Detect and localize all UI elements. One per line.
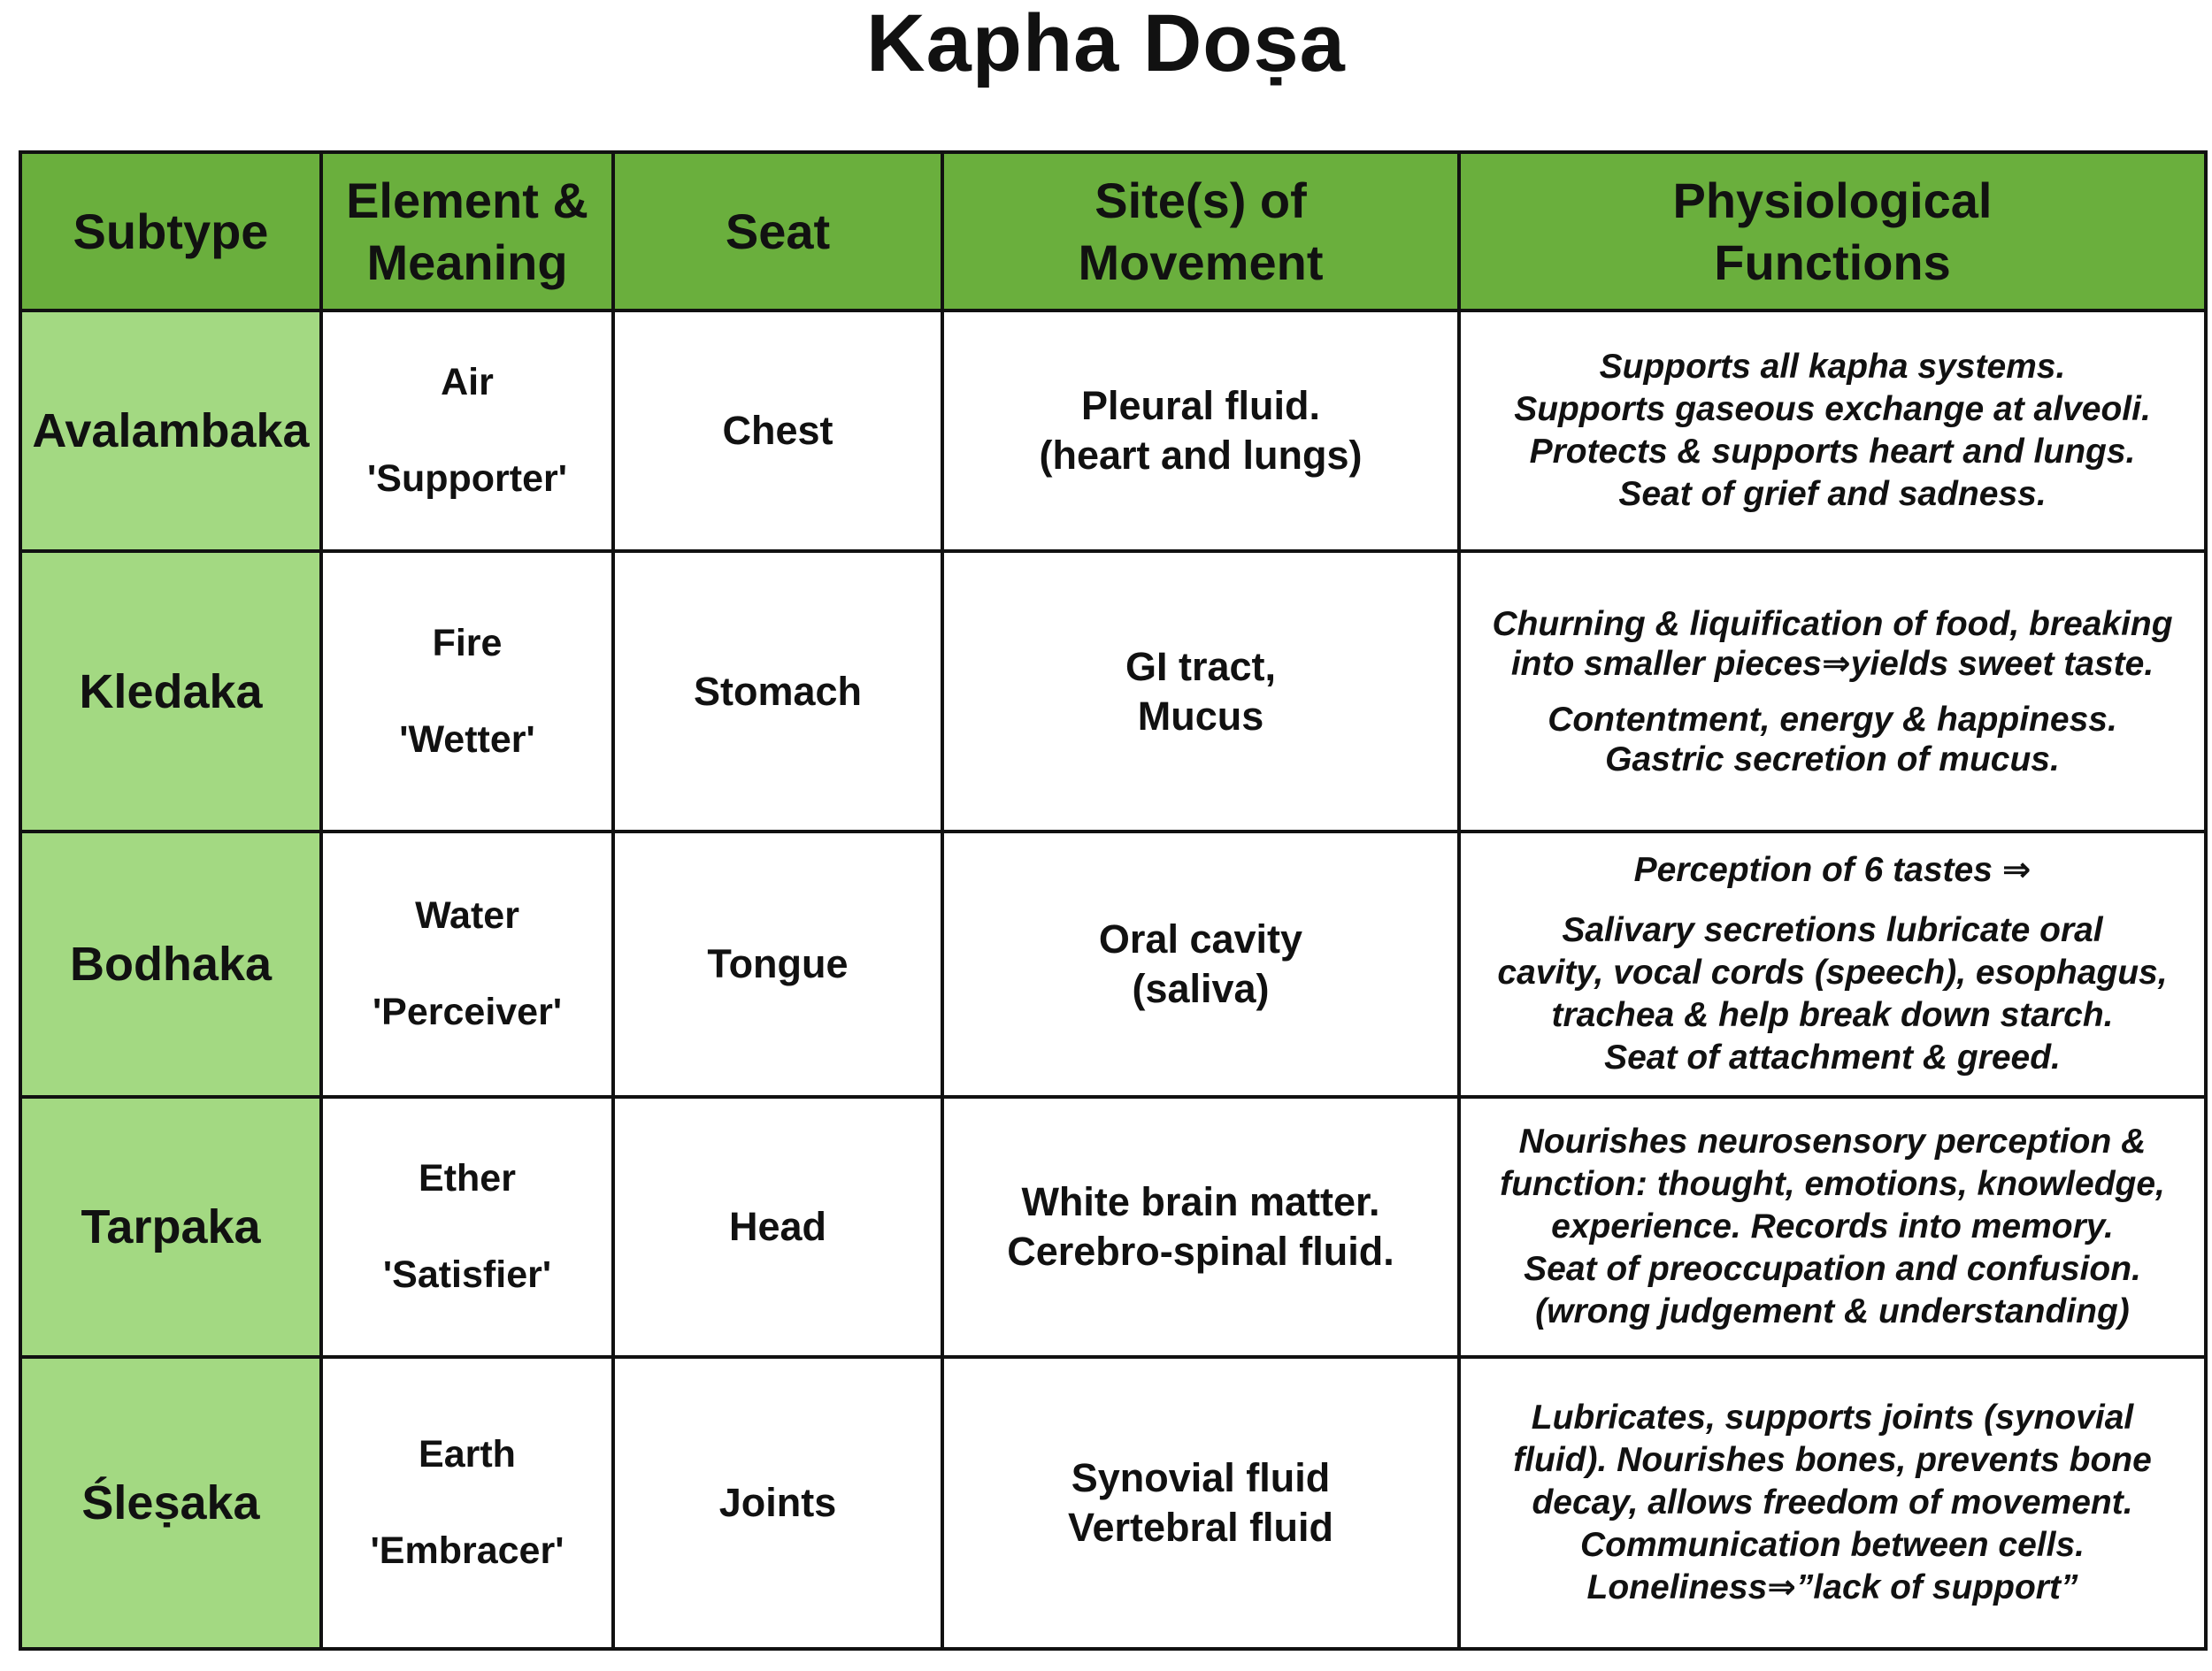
element-cell [321,832,613,1097]
header-site-line2: Movement [1078,234,1324,290]
header-site [942,152,1459,310]
header-site-line1: Site(s) of [1094,172,1307,228]
header-functions-line2: Functions [1714,234,1951,290]
element-name: Water [415,894,519,937]
element-meaning: 'Wetter' [399,717,535,761]
element-name: Earth [419,1433,516,1476]
function-line: function: thought, emotions, knowledge, [1500,1165,2165,1203]
element-cell [321,1357,613,1649]
function-line: Salivary secretions lubricate oral [1562,911,2103,949]
site-line: Oral cavity [1098,916,1303,962]
function-line: Supports all kapha systems. [1599,348,2066,386]
function-line: fluid). Nourishes bones, prevents bone [1513,1441,2152,1479]
site-cell [942,310,1459,551]
function-line: Contentment, energy & happiness. [1548,700,2117,739]
subtype-cell: Śleṣaka [20,1357,321,1649]
function-line: Loneliness⇒”lack of support” [1586,1568,2078,1606]
function-line: Nourishes neurosensory perception & [1518,1123,2147,1161]
header-subtype [20,152,321,310]
site-line: Mucus [1137,693,1264,739]
header-seat-label: Seat [725,203,831,259]
subtype-cell: Tarpaka [20,1097,321,1357]
header-seat [613,152,942,310]
element-name: Air [441,361,494,403]
function-line: (wrong judgement & understanding) [1535,1292,2130,1330]
element-cell [321,551,613,832]
site-line: (heart and lungs) [1039,433,1363,478]
functions-cell [1459,1357,2206,1649]
function-line: experience. Records into memory. [1551,1207,2114,1246]
site-line: Pleural fluid. [1080,383,1321,428]
function-line: into smaller pieces⇒yields sweet taste. [1510,644,2154,683]
site-line: (saliva) [1132,966,1270,1011]
function-line: Seat of preoccupation and confusion. [1524,1250,2141,1288]
element-cell [321,1097,613,1357]
header-subtype-label: Subtype [73,203,269,259]
site-line: Vertebral fluid [1067,1505,1334,1550]
function-line: Protects & supports heart and lungs. [1529,433,2136,471]
function-line: cavity, vocal cords (speech), esophagus, [1497,954,2168,992]
function-line: Lubricates, supports joints (synovial [1531,1399,2134,1437]
table-row [20,551,2206,832]
page-title: Kapha Doṣa [866,0,1346,88]
header-element-line2: Meaning [366,234,568,290]
function-line: Gastric secretion of mucus. [1605,740,2060,778]
function-line: Seat of grief and sadness. [1618,475,2047,513]
subtype-cell: Avalambaka [20,310,321,551]
table-row [20,832,2206,1097]
seat-cell: Stomach [613,551,942,832]
function-line: Churning & liquification of food, breaking [1492,604,2173,643]
paragraph-gap [1470,892,2195,909]
function-line: Supports gaseous exchange at alveoli. [1514,390,2151,428]
subtype-cell: Kledaka [20,551,321,832]
function-line: Perception of 6 tastes ⇒ [1633,851,2032,889]
site-cell [942,1357,1459,1649]
site-cell [942,551,1459,832]
function-line: trachea & help break down starch. [1551,996,2114,1034]
seat-cell: Head [613,1097,942,1357]
header-functions-line1: Physiological [1672,172,1993,228]
seat-cell: Chest [613,310,942,551]
element-meaning: 'Satisfier' [382,1253,552,1296]
element-cell [321,310,613,551]
header-element-meaning [321,152,613,310]
seat-cell: Tongue [613,832,942,1097]
functions-cell [1459,551,2206,832]
site-line: White brain matter. [1021,1179,1380,1224]
element-name: Fire [432,621,503,664]
element-meaning: 'Perceiver' [372,991,563,1033]
header-functions [1459,152,2206,310]
functions-cell [1459,1097,2206,1357]
function-line: Seat of attachment & greed. [1604,1039,2061,1077]
table-row [20,1357,2206,1649]
table-row [20,310,2206,551]
seat-cell: Joints [613,1357,942,1649]
site-cell [942,1097,1459,1357]
kapha-table [19,150,2208,1651]
function-line: decay, allows freedom of movement. [1532,1483,2133,1522]
element-meaning: 'Supporter' [367,457,567,500]
element-meaning: 'Embracer' [370,1529,565,1572]
functions-cell [1459,832,2206,1097]
site-cell [942,832,1459,1097]
table-row [20,1097,2206,1357]
site-line: Cerebro-spinal fluid. [1007,1229,1394,1274]
site-line: GI tract, [1125,643,1277,689]
element-name: Ether [419,1157,516,1200]
header-element-line1: Element & [346,172,588,228]
function-line: Communication between cells. [1580,1526,2085,1564]
site-line: Synovial fluid [1071,1455,1331,1500]
functions-cell [1459,310,2206,551]
subtype-cell: Bodhaka [20,832,321,1097]
table-header-row [20,152,2206,310]
paragraph-gap [1470,684,2195,700]
